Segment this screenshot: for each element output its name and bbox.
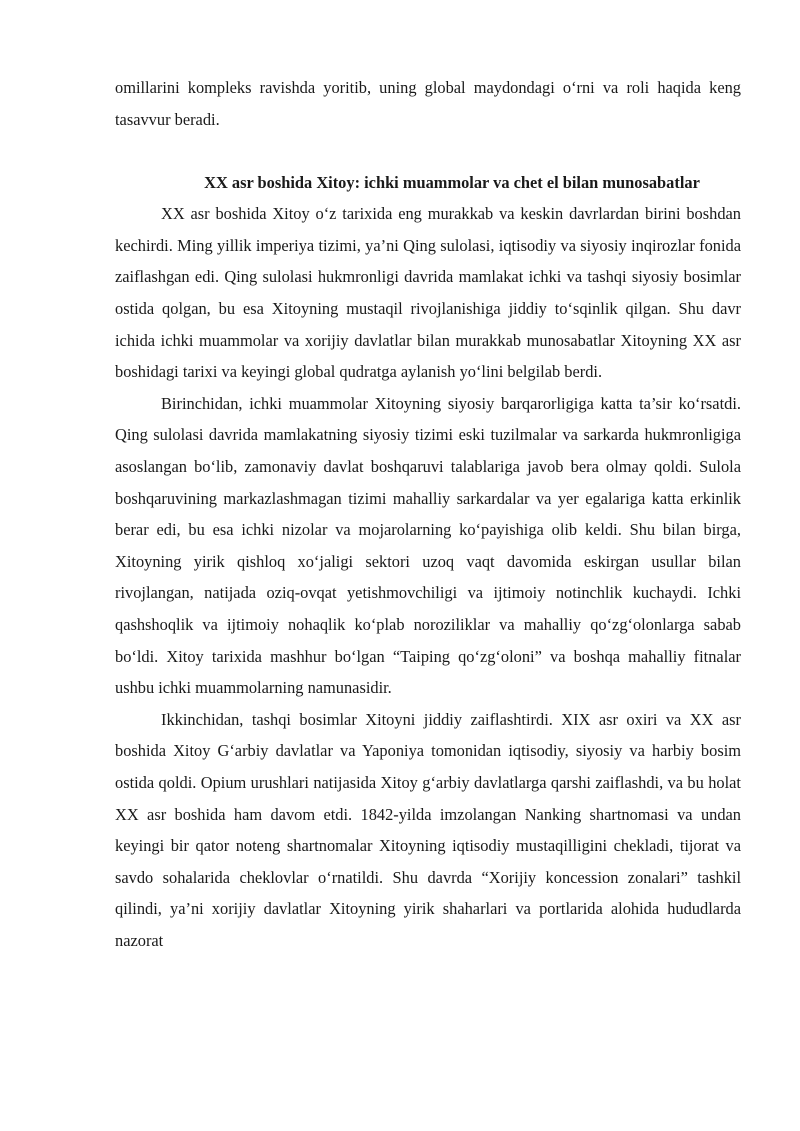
section-heading: XX asr boshida Xitoy: ichki muammolar va chet el bilan munosabatlar xyxy=(204,172,700,192)
intro-paragraph-tail: omillarini kompleks ravishda yoritib, uning global maydondagi o‘rni va roli haqida keng tasavvur beradi. xyxy=(115,78,741,129)
body-paragraph: XX asr boshida Xitoy o‘z tarixida eng murakkab va keskin davrlardan birini boshdan kechirdi. Ming yillik imperiya tizimi, ya’ni Qing sulolasi, iqtisodiy va siyosiy inqirozlar fonida zaiflashgan edi. Qing sulolasi hukmronligi davrida mamlakat ichki va tashqi siyosiy bosimlar ostida qolgan, bu esa Xitoyning mustaqil rivojlanishiga jiddiy to‘sqinlik qilgan. Shu davr ichida ichki muammolar va xorijiy davlatlar bilan murakkab munosabatlar Xitoyning XX asr boshidagi tarixi va keyingi global qudratga aylanish yo‘lini belgilab berdi. xyxy=(115,204,741,382)
document-body xyxy=(115,72,741,957)
body-paragraph: Ikkinchidan, tashqi bosimlar Xitoyni jiddiy zaiflashtirdi. XIX asr oxiri va XX asr boshida Xitoy G‘arbiy davlatlar va Yaponiya tomonidan iqtisodiy, siyosiy va harbiy bosim ostida qoldi. Opium urushlari natijasida Xitoy g‘arbiy davlatlarga qarshi zaiflashdi, va bu holat XX asr boshida ham davom etdi. 1842-yilda imzolangan Nanking shartnomasi va undan keyingi bir qator noteng shartnomalar Xitoyning iqtisodiy mustaqilligini chekladi, tijorat va savdo sohalarida cheklovlar o‘rnatildi. Shu davrda “Xorijiy koncession zonalari” tashkil qilindi, ya’ni xorijiy davlatlar Xitoyning yirik shaharlari va portlarida alohida hududlarda nazorat xyxy=(115,709,741,950)
body-paragraph: Birinchidan, ichki muammolar Xitoyning siyosiy barqarorligiga katta ta’sir ko‘rsatdi. Qing sulolasi davrida mamlakatning siyosiy tizimi eski tuzilmalar va sarkarda hukmronligiga asoslangan bo‘lib, zamonaviy davlat boshqaruvi talablariga javob bera olmay qoldi. Sulola boshqaruvining markazlashmagan tizimi mahalliy sarkardalar va yer egalariga katta erkinlik berar edi, bu esa ichki nizolar va mojarolarning ko‘payishiga olib keldi. Shu bilan birga, Xitoyning yirik qishloq xo‘jaligi sektori uzoq vaqt davomida eskirgan usullar bilan rivojlangan, natijada oziq-ovqat yetishmovchiligi va ijtimoiy notinchlik kuchaydi. Ichki qashshoqlik va ijtimoiy nohaqlik ko‘plab noroziliklar va mahalliy qo‘zg‘olonlarga sabab bo‘ldi. Xitoy tarixida mashhur bo‘lgan “Taiping qo‘zg‘oloni” va boshqa mahalliy fitnalar ushbu ichki muammolarning namunasidir. xyxy=(115,393,741,698)
